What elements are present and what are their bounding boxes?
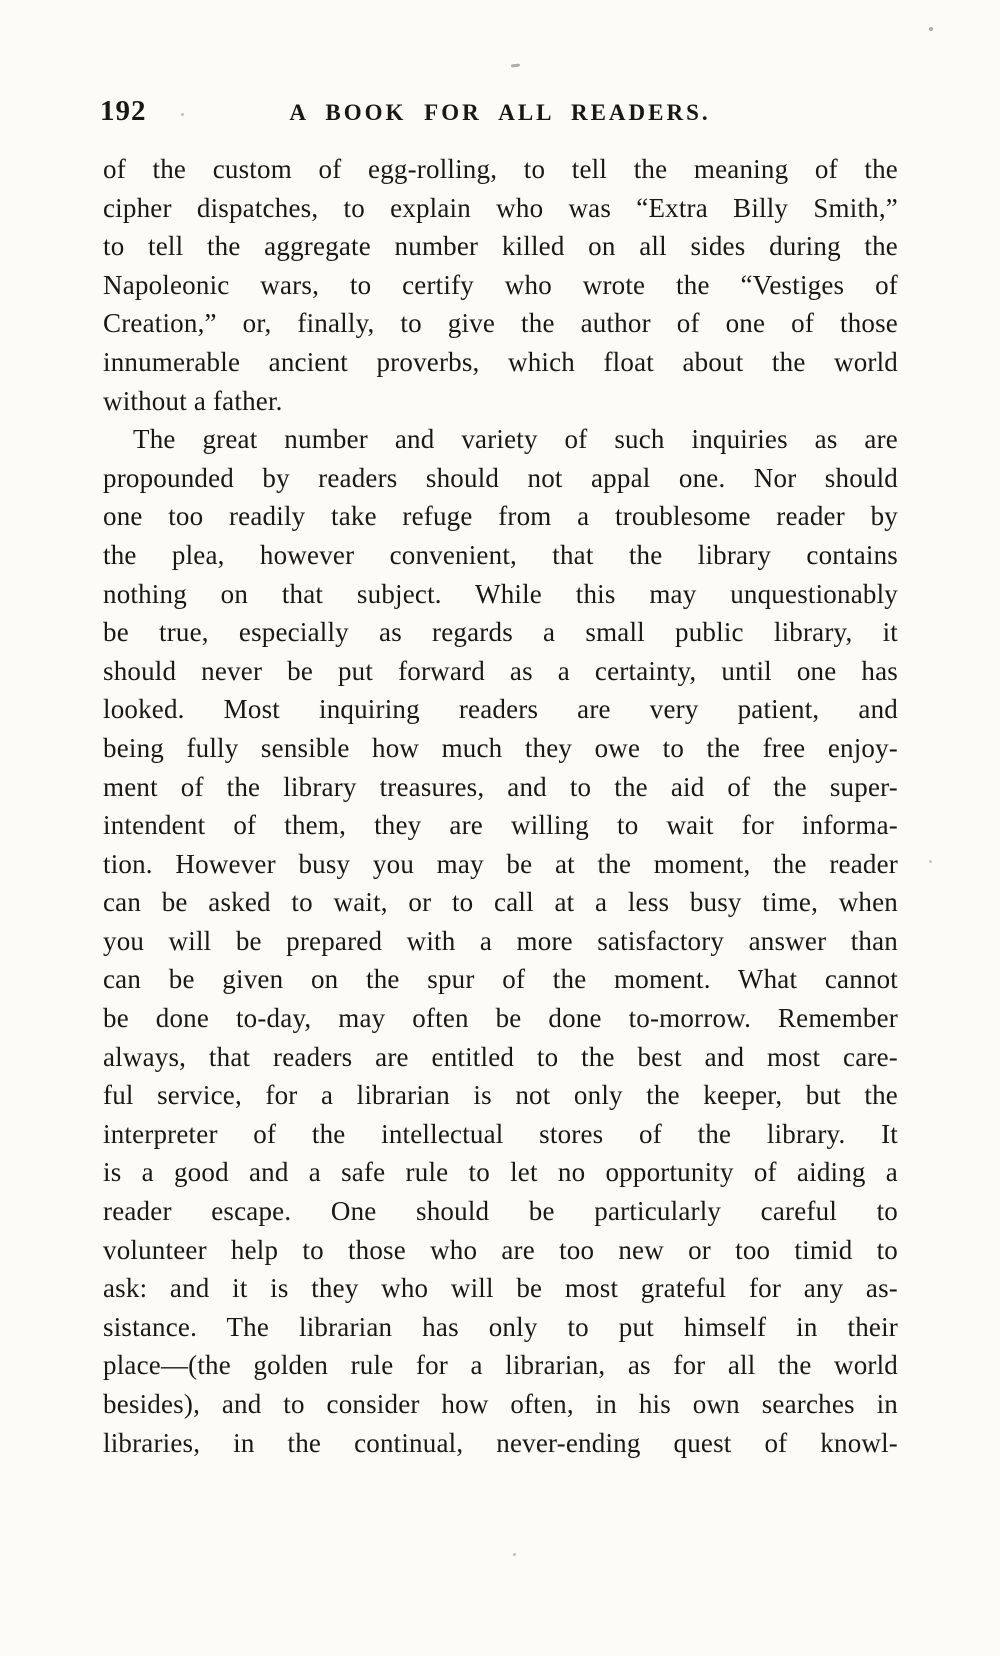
text-line: ask: and it is they who will be most grateful for any as- [103, 1273, 898, 1304]
text-line: should never be put forward as a certainty, until one has [103, 655, 898, 686]
text-line: Creation,” or, finally, to give the author of one of those [103, 308, 898, 339]
text-line: intendent of them, they are willing to wait for informa- [103, 810, 898, 841]
text-line: ful service, for a librarian is not only the keeper, but the [103, 1080, 898, 1111]
page-body [103, 150, 898, 1462]
text-line: tion. However busy you may be at the moment, the reader [103, 848, 898, 879]
text-line: cipher dispatches, to explain who was “Extra Billy Smith,” [103, 192, 898, 223]
scan-artifact-dot [181, 113, 184, 116]
text-line: libraries, in the continual, never-ending quest of knowl- [103, 1427, 898, 1458]
scan-artifact-dot [929, 27, 933, 31]
scan-artifact-dot [513, 1553, 516, 1556]
text-line: reader escape. One should be particularly careful to [103, 1196, 898, 1227]
page-number: 192 [100, 95, 147, 127]
text-line: besides), and to consider how often, in his own searches in [103, 1389, 898, 1419]
text-line: volunteer help to those who are too new or too timid to [103, 1234, 898, 1265]
scan-artifact-dash [511, 63, 520, 67]
text-line: innumerable ancient proverbs, which float about the world [103, 346, 898, 377]
paragraph [103, 420, 898, 1462]
text-line: of the custom of egg-rolling, to tell the meaning of the [103, 154, 898, 184]
text-line: being fully sensible how much they owe to the free enjoy- [103, 732, 898, 763]
text-line: without a father. [103, 385, 283, 416]
text-line: is a good and a safe rule to let no opportunity of aiding a [103, 1157, 898, 1188]
text-line: can be given on the spur of the moment. What cannot [103, 964, 898, 995]
text-line: The great number and variety of such inquiries as are [133, 424, 898, 455]
running-title: A BOOK FOR ALL READERS. [289, 100, 711, 125]
text-line: nothing on that subject. While this may unquestionably [103, 578, 898, 609]
text-line: be true, especially as regards a small public library, it [103, 617, 898, 648]
text-line: looked. Most inquiring readers are very patient, and [103, 694, 898, 725]
text-line: place—(the golden rule for a librarian, as for all the world [103, 1350, 898, 1381]
text-line: be done to-day, may often be done to-morrow. Remember [103, 1003, 898, 1034]
text-line: can be asked to wait, or to call at a less busy time, when [103, 887, 898, 918]
text-line: always, that readers are entitled to the best and most care- [103, 1041, 898, 1072]
text-line: ment of the library treasures, and to the aid of the super- [103, 771, 898, 802]
text-line: you will be prepared with a more satisfactory answer than [103, 925, 898, 956]
text-line: sistance. The librarian has only to put himself in their [103, 1311, 898, 1342]
text-line: one too readily take refuge from a troublesome reader by [103, 501, 898, 532]
page-header [0, 95, 1000, 137]
text-line: the plea, however convenient, that the library contains [103, 539, 898, 570]
text-line: Napoleonic wars, to certify who wrote the “Vestiges of [103, 269, 898, 300]
paragraph [103, 150, 898, 420]
text-line: to tell the aggregate number killed on all sides during the [103, 231, 898, 262]
text-line: propounded by readers should not appal one. Nor should [103, 462, 898, 493]
text-line: interpreter of the intellectual stores of the library. It [103, 1118, 898, 1149]
scan-artifact-dot [929, 860, 932, 863]
